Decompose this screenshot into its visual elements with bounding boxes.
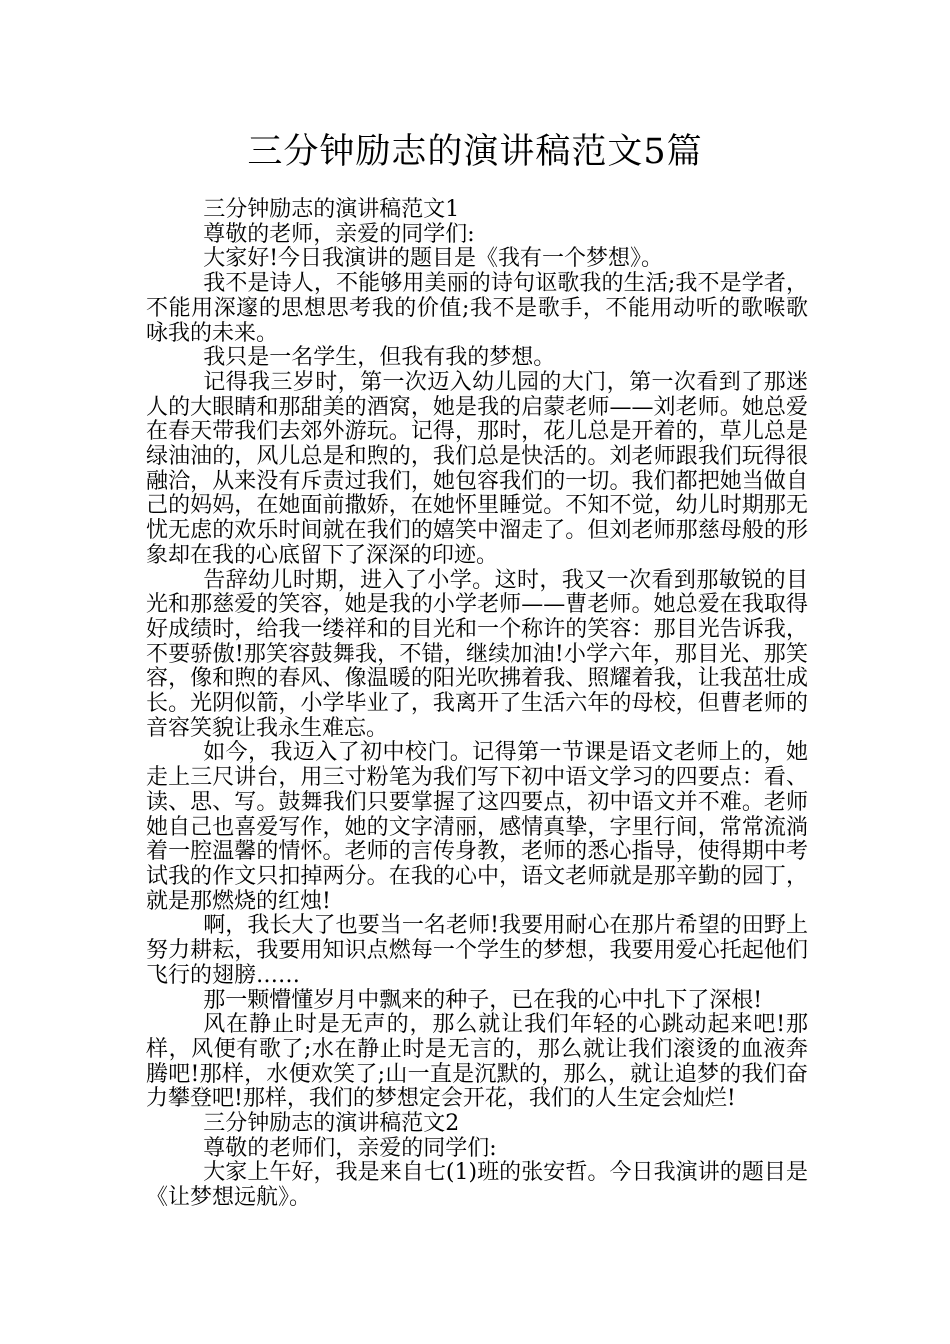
paragraph-salutation-2: 尊敬的老师们，亲爱的同学们: xyxy=(203,1135,497,1161)
section-heading-2: 三分钟励志的演讲稿范文2 xyxy=(203,1111,460,1137)
document-title: 三分钟励志的演讲稿范文5篇 xyxy=(247,132,703,172)
paragraph: 告辞幼儿时期，进入了小学。这时，我又一次看到那敏锐的目光和那慈爱的笑容，她是我的小学老师——曹老师。她总爱在我取得好成绩时，给我一缕祥和的目光和一个称许的笑容：那目光告诉我，不要骄傲!那笑容鼓舞我，不错，继续加油!小学六年，那目光、那笑容，像和煦的春风、像温暖的阳光吹拂着我、照耀着我，让我茁壮成长。光阴似箭，小学毕业了，我离开了生活六年的母校，但曹老师的音容笑貌让我永生难忘。 xyxy=(146,567,808,741)
paragraph: 我不是诗人，不能够用美丽的诗句讴歌我的生活;我不是学者，不能用深邃的思想思考我的价值;我不是歌手，不能用动听的歌喉歌咏我的未来。 xyxy=(146,271,808,346)
paragraph: 记得我三岁时，第一次迈入幼儿园的大门，第一次看到了那迷人的大眼睛和那甜美的酒窝，她是我的启蒙老师——刘老师。她总爱在春天带我们去郊外游玩。记得，那时，花儿总是开着的，草儿总是绿油油的，风儿总是和煦的，我们总是快活的。刘老师跟我们玩得很融洽，从来没有斥责过我们，她包容我们的一切。我们都把她当做自己的妈妈，在她面前撒娇，在她怀里睡觉。不知不觉，幼儿时期那无忧无虑的欢乐时间就在我们的嬉笑中溜走了。但刘老师那慈母般的形象却在我的心底留下了深深的印迹。 xyxy=(146,369,808,568)
document-body xyxy=(146,198,808,1211)
paragraph: 啊，我长大了也要当一名老师!我要用耐心在那片希望的田野上努力耕耘，我要用知识点燃每一个学生的梦想，我要用爱心托起他们飞行的翅膀…… xyxy=(146,913,808,988)
paragraph-greeting-1: 大家好!今日我演讲的题目是《我有一个梦想》。 xyxy=(203,246,664,272)
section-heading-1: 三分钟励志的演讲稿范文1 xyxy=(203,197,460,222)
paragraph: 我只是一名学生，但我有我的梦想。 xyxy=(203,345,556,371)
paragraph: 那一颗懵懂岁月中飘来的种子，已在我的心中扎下了深根! xyxy=(203,987,763,1013)
paragraph-salutation-1: 尊敬的老师，亲爱的同学们: xyxy=(203,221,475,247)
paragraph: 大家上午好，我是来自七(1)班的张安哲。今日我演讲的题目是《让梦想远航》。 xyxy=(146,1160,808,1211)
paragraph: 风在静止时是无声的，那么就让我们年轻的心跳动起来吧!那样，风便有歌了;水在静止时是无言的，那么就让我们滚烫的血液奔腾吧!那样，水便欢笑了;山一直是沉默的，那么，就让追梦的我们奋力攀登吧!那样，我们的梦想定会开花，我们的人生定会灿烂! xyxy=(146,1012,808,1112)
paragraph: 如今，我迈入了初中校门。记得第一节课是语文老师上的，她走上三尺讲台，用三寸粉笔为我们写下初中语文学习的四要点：看、读、思、写。鼓舞我们只要掌握了这四要点，初中语文并不难。老师她自己也喜爱写作，她的文字清丽，感情真挚，字里行间，常常流淌着一腔温馨的情怀。老师的言传身教，老师的悉心指导，使得期中考试我的作文只扣掉两分。在我的心中，语文老师就是那辛勤的园丁，就是那燃烧的红烛! xyxy=(146,740,808,914)
